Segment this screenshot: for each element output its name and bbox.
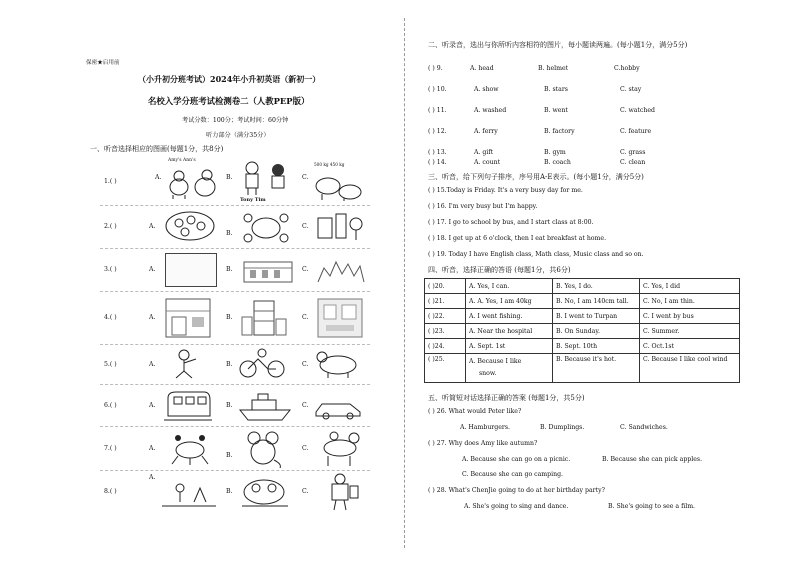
q1-label-c: C. (302, 174, 309, 181)
q7-picture-a (168, 432, 214, 466)
q4-label-a: A. (149, 314, 156, 321)
q21-option-c: C. No, I am thin. (640, 294, 740, 309)
q5-label-b: B. (226, 361, 233, 368)
q10-number: ( ) 10. (428, 86, 447, 93)
q27-question: ( ) 27. Why does Amy like autumn? (428, 440, 538, 447)
q2-label-a: A. (149, 223, 156, 230)
q2-picture-b (238, 208, 294, 244)
q4-picture-b (240, 297, 288, 339)
q24-number: ( )24. (425, 339, 466, 354)
q20-number: ( )20. (425, 279, 466, 294)
q22-option-b: B. I went to Turpan (553, 309, 640, 324)
q26-option-a: A. Hamburgers. (460, 424, 510, 431)
row-divider (100, 205, 370, 206)
q14-option-a: A. count (474, 159, 501, 166)
q6-number: 6.( ) (104, 402, 117, 409)
table-row (425, 324, 740, 339)
q28-option-a: A. She's going to sing and dance. (464, 503, 569, 510)
q9-number: ( ) 9. (428, 65, 443, 72)
q21-number: ( )21. (425, 294, 466, 309)
q25-option-c: C. Because I like cool wind (640, 354, 740, 383)
table-row (425, 354, 740, 383)
q1-label-b: B. (226, 174, 233, 181)
q8-label-a: A. (149, 474, 156, 481)
q8-picture-b (236, 476, 294, 510)
q12-option-b: B. factory (544, 128, 575, 135)
q23-option-c: C. Summer. (640, 324, 740, 339)
q6-label-b: B. (226, 402, 233, 409)
q26-question: ( ) 26. What would Peter like? (428, 408, 522, 415)
table-row (425, 339, 740, 354)
q25-option-a-line1: A. Because I like (469, 358, 522, 365)
q1-label-a: A. (155, 174, 162, 181)
q4-number: 4.( ) (104, 314, 117, 321)
q24-option-a: A. Sept. 1st (466, 339, 553, 354)
row-divider (100, 384, 370, 385)
q27-option-c: C. Because she can go camping. (462, 471, 564, 478)
section3-title: 三、听音，给下列句子排序，序号用A-E表示。(每小题1分，满分5分) (428, 173, 644, 181)
q11-option-b: B. went (544, 107, 568, 114)
section1-title: 一、听音选择相应的图画(每题1分，共8分) (90, 145, 224, 153)
q1-picture-a (165, 165, 223, 201)
q6-picture-a (164, 388, 212, 422)
q27-option-a: A. Because she can go on a picnic. (462, 456, 571, 463)
row-divider (100, 291, 370, 292)
q3-label-a: A. (149, 266, 156, 273)
exam-info: 考试分数：100分；考试时间：60分钟 (182, 117, 289, 124)
section4-answer-table (424, 278, 740, 383)
q25-option-a (466, 354, 553, 383)
q23-option-b: B. On Sunday. (553, 324, 640, 339)
q12-option-a: A. ferry (474, 128, 498, 135)
q7-picture-b (244, 430, 284, 468)
q7-number: 7.( ) (104, 445, 117, 452)
q1-number: 1.( ) (104, 178, 117, 185)
q14-option-c: C. clean (620, 159, 646, 166)
q7-picture-c (318, 430, 364, 468)
q28-question: ( ) 28. What's ChenJie going to do at her birthday party? (428, 487, 605, 494)
q7-label-a: A. (149, 445, 156, 452)
q13-option-c: C. grass (620, 149, 646, 156)
q2-label-b: B. (226, 230, 233, 237)
q5-picture-c (314, 347, 364, 379)
q13-number: ( ) 13. (428, 149, 447, 156)
row-divider (100, 426, 370, 427)
q2-label-c: C. (302, 223, 309, 230)
secret-label: 保密★启用前 (86, 60, 120, 66)
q10-option-b: B. stars (544, 86, 568, 93)
q7-label-c: C. (302, 445, 309, 452)
q20-option-c: C. Yes, I did (640, 279, 740, 294)
table-row (425, 279, 740, 294)
q22-option-c: C. I went by bus (640, 309, 740, 324)
q22-number: ( )22. (425, 309, 466, 324)
q1-picture-c (312, 166, 364, 202)
q25-number: ( )25. (425, 354, 466, 383)
section2-title: 二、听录音，选出与你所听内容相符的图片，每小题读两遍。(每小题1分，满分5分) (428, 41, 688, 49)
title-line-1: （小升初分班考试）2024年小升初英语（新初一） (138, 74, 321, 84)
q5-number: 5.( ) (104, 361, 117, 368)
q20-option-b: B. Yes, I do. (553, 279, 640, 294)
q8-label-b: B. (226, 488, 233, 495)
q4-label-b: B. (226, 314, 233, 321)
q13-option-a: A. gift (474, 149, 494, 156)
q7-label-b: B. (226, 452, 233, 459)
q8-label-c: C. (302, 488, 309, 495)
q13-option-b: B. gym (544, 149, 566, 156)
q28-option-b: B. She's going to see a film. (608, 503, 696, 510)
q10-option-a: A. show (474, 86, 499, 93)
q4-picture-c (316, 297, 364, 339)
q9-option-b: B. helmet (538, 65, 569, 72)
q6-label-a: A. (149, 402, 156, 409)
q1-caption-a: Amy's Ann's (168, 158, 196, 163)
q1-caption-c: 500 kg 450 kg (314, 162, 345, 167)
q2-picture-a (163, 208, 217, 244)
q5-label-a: A. (149, 361, 156, 368)
q3-label-b: B. (226, 266, 233, 273)
q21-option-a: A. A. Yes, I am 40kg (466, 294, 553, 309)
q21-option-b: B. No, I am 140cm tall. (553, 294, 640, 309)
q9-option-a: A. head (470, 65, 494, 72)
q11-option-c: C. watched (620, 107, 655, 114)
q8-number: 8.( ) (104, 488, 117, 495)
q17-sentence: ( ) 17. I go to school by bus, and I start class at 8:00. (428, 219, 594, 226)
q6-picture-c (314, 396, 362, 420)
q20-option-a: A. Yes, I can. (466, 279, 553, 294)
q5-picture-a (164, 347, 208, 379)
title-line-2: 名校入学分班考试检测卷二（人教PEP版） (148, 96, 310, 106)
q14-number: ( ) 14. (428, 159, 447, 166)
q1-picture-b (238, 160, 298, 196)
q27-option-b: B. Because she can pick apples. (602, 456, 703, 463)
table-row (425, 294, 740, 309)
q24-option-b: B. Sept. 10th (553, 339, 640, 354)
row-divider (100, 470, 370, 471)
q25-option-b: B. Because it's hot. (553, 354, 640, 383)
row-divider (100, 248, 370, 249)
q18-sentence: ( ) 18. I get up at 6 o'clock, then I eat breakfast at home. (428, 235, 607, 242)
q23-number: ( )23. (425, 324, 466, 339)
q14-option-b: B. coach (544, 159, 571, 166)
q3-picture-a (165, 253, 217, 287)
q3-label-c: C. (302, 266, 309, 273)
q5-picture-b (238, 347, 286, 379)
q23-option-a: A. Near the hospital (466, 324, 553, 339)
q4-picture-a (164, 297, 212, 339)
q3-picture-c (316, 254, 366, 284)
q26-option-b: B. Dumplings. (540, 424, 585, 431)
q4-label-c: C. (302, 314, 309, 321)
q25-option-a-line2: snow. (479, 370, 497, 377)
q2-number: 2.( ) (104, 223, 117, 230)
section4-title: 四、听音，选择正确的答语 (每题1分，共6分) (428, 266, 571, 274)
q24-option-c: C. Oct.1st (640, 339, 740, 354)
q12-number: ( ) 12. (428, 128, 447, 135)
page-divider (404, 18, 405, 548)
q12-option-c: C. feature (620, 128, 652, 135)
q1-caption-b: Tony Tim (240, 197, 266, 203)
section5-title: 五、听简短对话选择正确的答案 (每题1分，共5分) (428, 394, 585, 402)
q19-sentence: ( ) 19. Today I have English class, Math class, Music class and so on. (428, 251, 644, 258)
q11-number: ( ) 11. (428, 107, 447, 114)
table-row (425, 309, 740, 324)
q3-number: 3.( ) (104, 266, 117, 273)
q15-sentence: ( ) 15.Today is Friday. It's a very busy day for me. (428, 187, 583, 194)
q3-picture-b (240, 254, 296, 284)
q22-option-a: A. I went fishing. (466, 309, 553, 324)
q8-picture-a (160, 478, 218, 510)
row-divider (100, 344, 370, 345)
q5-label-c: C. (302, 361, 309, 368)
q16-sentence: ( ) 16. I'm very busy but I'm happy. (428, 203, 538, 210)
q6-label-c: C. (302, 402, 309, 409)
q6-picture-b (238, 390, 292, 422)
q8-picture-c (322, 472, 362, 512)
q2-picture-c (312, 208, 366, 244)
listening-part: 听力部分（满分35分） (206, 132, 270, 139)
q10-option-c: C. stay (620, 86, 642, 93)
q9-option-c: C.hobby (614, 65, 640, 72)
q26-option-c: C. Sandwiches. (620, 424, 668, 431)
q11-option-a: A. washed (474, 107, 507, 114)
